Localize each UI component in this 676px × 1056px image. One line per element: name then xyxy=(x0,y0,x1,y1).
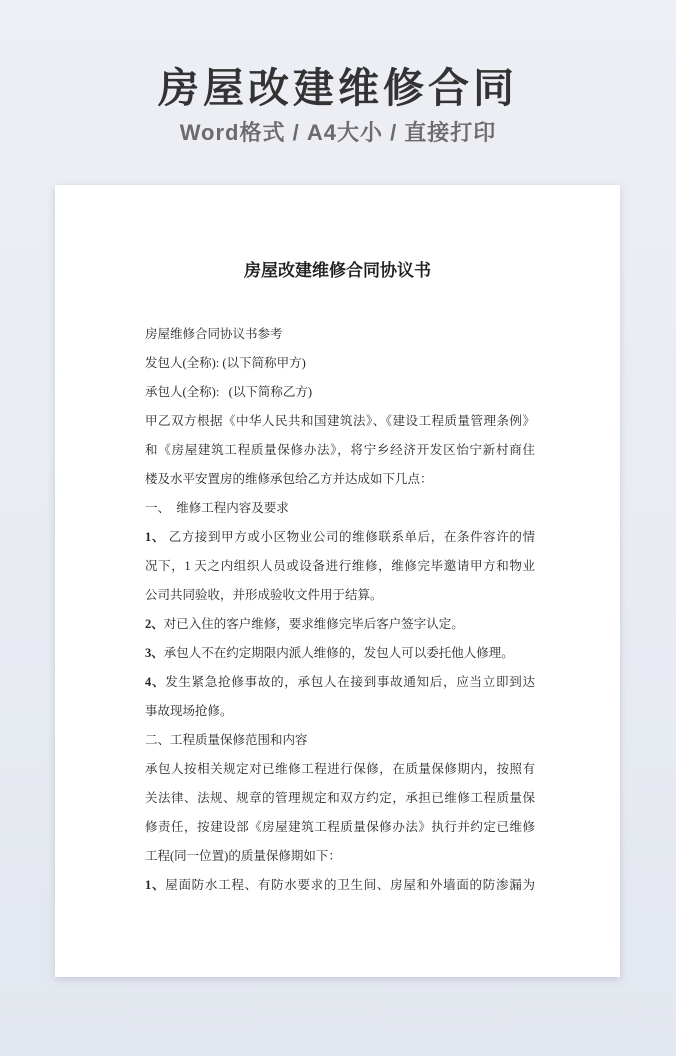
doc-line: 修责任，按建设部《房屋建筑工程质量保修办法》执行并约定已维修 xyxy=(145,820,535,834)
doc-line: 4、发生紧急抢修事故的，承包人在接到事故通知后，应当立即到达 xyxy=(145,675,535,689)
doc-line-number: 4、 xyxy=(145,675,166,689)
document-body xyxy=(145,320,535,900)
page-header xyxy=(0,0,676,185)
doc-line: 2、对已入住的客户维修，要求维修完毕后客户签字认定。 xyxy=(145,617,464,631)
doc-line: 房屋维修合同协议书参考 xyxy=(145,327,283,341)
doc-line: 楼及水平安置房的维修承包给乙方并达成如下几点： xyxy=(145,472,433,486)
page-subtitle: Word格式 / A4大小 / 直接打印 xyxy=(179,120,497,145)
page-title: 房屋改建维修合同 xyxy=(158,65,518,111)
doc-line: 承包人按相关规定对已维修工程进行保修，在质量保修期内，按照有 xyxy=(145,762,535,776)
doc-line: 事故现场抢修。 xyxy=(145,704,233,718)
document-preview-page xyxy=(55,185,620,977)
doc-line: 一、 维修工程内容及要求 xyxy=(145,501,289,515)
doc-line: 1、 乙方接到甲方或小区物业公司的维修联系单后，在条件容许的情 xyxy=(145,530,535,544)
doc-line: 二、工程质量保修范围和内容 xyxy=(145,733,308,747)
doc-line: 甲乙双方根据《中华人民共和国建筑法》、《建设工程质量管理条例》 xyxy=(145,414,535,428)
doc-line-number: 1、 xyxy=(145,878,166,892)
doc-line: 1、屋面防水工程、有防水要求的卫生间、房屋和外墙面的防渗漏为 xyxy=(145,878,535,892)
doc-line: 和《房屋建筑工程质量保修办法》，将宁乡经济开发区怡宁新村商住 xyxy=(145,443,535,457)
doc-line: 况下，1 天之内组织人员或设备进行维修，维修完毕邀请甲方和物业 xyxy=(145,559,535,573)
doc-line: 承包人(全称): (以下简称乙方) xyxy=(145,385,312,399)
doc-line: 关法律、法规、规章的管理规定和双方约定，承担已维修工程质量保 xyxy=(145,791,535,805)
document-title: 房屋改建维修合同协议书 xyxy=(244,261,431,280)
doc-line-number: 2、 xyxy=(145,617,164,631)
doc-line: 发包人(全称): (以下简称甲方) xyxy=(145,356,306,370)
doc-line: 工程(同一位置)的质量保修期如下： xyxy=(145,849,341,863)
doc-line-number: 1、 xyxy=(145,530,165,544)
doc-line: 公司共同验收，并形成验收文件用于结算。 xyxy=(145,588,383,602)
doc-line: 3、承包人不在约定期限内派人维修的，发包人可以委托他人修理。 xyxy=(145,646,514,660)
doc-line-number: 3、 xyxy=(145,646,164,660)
